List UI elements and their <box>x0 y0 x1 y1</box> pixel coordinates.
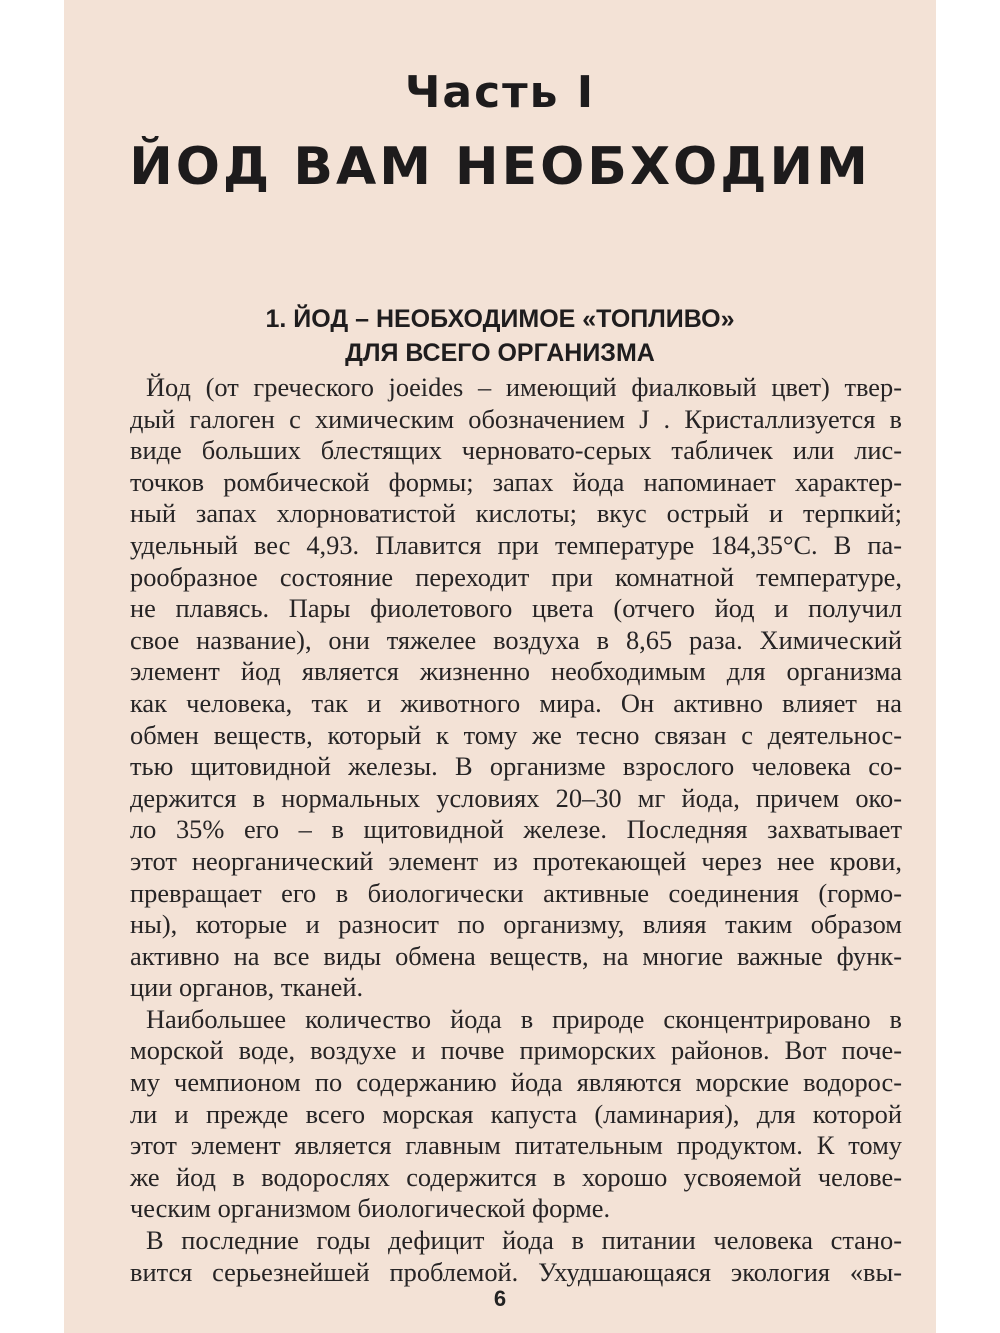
text-line: ный запах хлорноватистой кислоты; вкус острый и терпкий; <box>130 498 902 529</box>
text-line: же йод в водорослях содержится в хорошо усвояемой челове- <box>130 1161 902 1192</box>
page-number: 6 <box>493 1286 507 1311</box>
text-line: держится в нормальных условиях 20–30 мг йода, причем око- <box>130 782 902 813</box>
part-label: Часть I <box>404 67 596 118</box>
text-line: В последние годы дефицит йода в питании человека стано- <box>146 1225 902 1256</box>
text-line: свое название), они тяжелее воздуха в 8,65 раза. Химический <box>130 624 902 655</box>
text-line: виде больших блестящих черновато-серых табличек или лис- <box>130 435 902 466</box>
text-line: обмен веществ, который к тому же тесно связан с деятельнос- <box>130 719 902 750</box>
text-line: дый галоген с химическим обозначением J . Кристаллизуется в <box>130 403 902 434</box>
text-line: ло 35% его – в щитовидной железе. Последняя захватывает <box>130 814 902 845</box>
text-line: элемент йод является жизненно необходимым для организма <box>130 656 902 687</box>
paragraph <box>130 372 902 1004</box>
section-heading-line-2: ДЛЯ ВСЕГО ОРГАНИЗМА <box>345 339 655 367</box>
paragraph <box>130 1225 902 1288</box>
text-line: ческим организмом биологической форме. <box>130 1193 611 1224</box>
text-line: тью щитовидной железы. В организме взрослого человека со- <box>130 751 902 782</box>
section-heading-line-1: 1. ЙОД – НЕОБХОДИМОЕ «ТОПЛИВО» <box>265 305 735 333</box>
text-line: точков ромбической формы; запах йода напоминает характер- <box>130 466 902 497</box>
text-line: Йод (от греческого joeides – имеющий фиалковый цвет) твер- <box>146 372 902 402</box>
text-line: морской воде, воздухе и почве приморских районов. Вот поче- <box>130 1035 902 1066</box>
part-heading: ЙОД ВАМ НЕОБХОДИМ <box>129 137 871 197</box>
text-line: активно на все виды обмена веществ, на многие важные функ- <box>130 940 902 971</box>
text-line: превращает его в биологически активные соединения (гормо- <box>130 877 902 908</box>
text-line: Наибольшее количество йода в природе сконцентрировано в <box>146 1003 902 1034</box>
text-line: му чемпионом по содержанию йода являются морские водорос- <box>130 1067 902 1098</box>
text-line: этот элемент является главным питательным продуктом. К тому <box>130 1130 902 1161</box>
text-line: рообразное состояние переходит при комнатной температуре, <box>130 561 902 592</box>
text-line: как человека, так и животного мира. Он активно влияет на <box>130 687 902 718</box>
text-line: ны), которые и разносит по организму, влияя таким образом <box>130 909 902 940</box>
text-line: вится серьезнейшей проблемой. Ухудшающаяся экология «вы- <box>130 1256 902 1287</box>
section-heading <box>64 302 936 370</box>
body-text <box>130 372 902 1288</box>
text-line: не плавясь. Пары фиолетового цвета (отчего йод и получил <box>130 593 902 624</box>
text-line: удельный вес 4,93. Плавится при температуре 184,35°С. В па- <box>130 529 902 560</box>
book-page <box>64 0 936 1333</box>
paragraph <box>130 1004 902 1225</box>
text-line: этот неорганический элемент из протекающей через нее крови, <box>130 845 902 876</box>
text-line: ции органов, тканей. <box>130 972 364 1003</box>
part-title <box>64 56 936 204</box>
text-line: ли и прежде всего морская капуста (ламинария), для которой <box>130 1098 902 1129</box>
